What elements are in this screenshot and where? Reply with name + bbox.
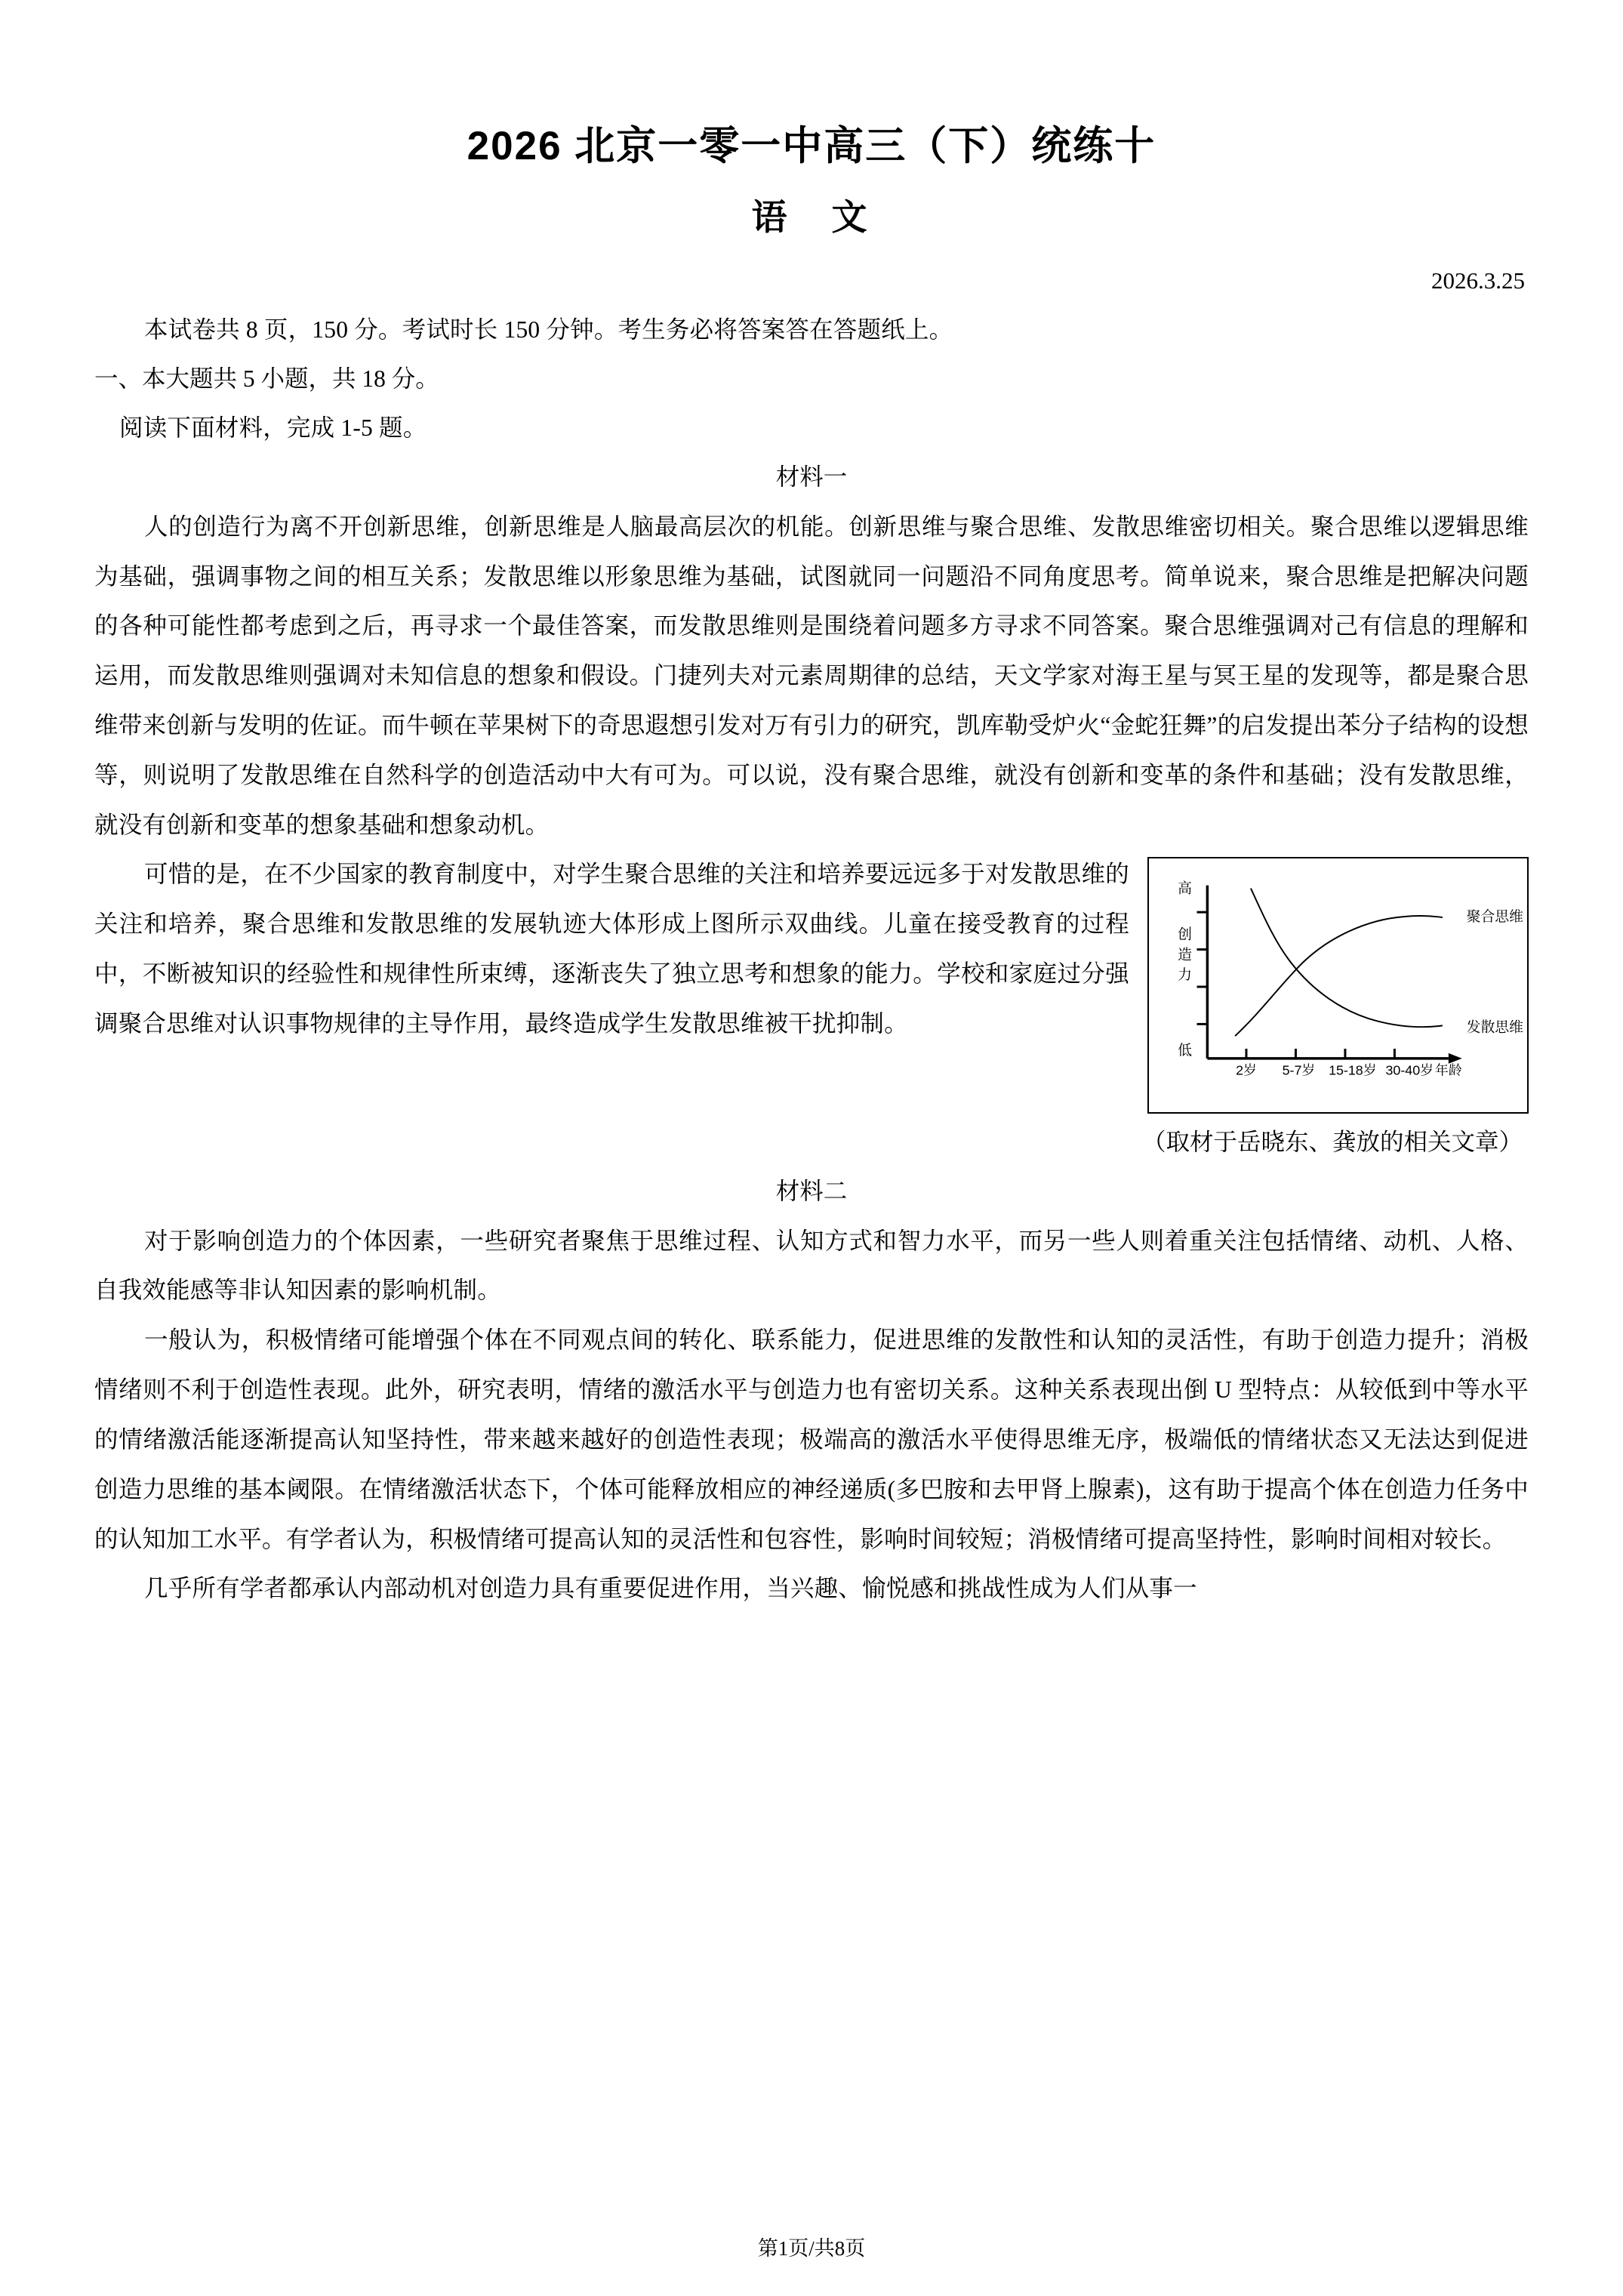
exam-instructions: 本试卷共 8 页，150 分。考试时长 150 分钟。考生务必将答案答在答题纸上。 [144, 316, 953, 343]
material-two-paragraph-3: 几乎所有学者都承认内部动机对创造力具有重要促进作用，当兴趣、愉悦感和挑战性成为人们从事一 [144, 1575, 1197, 1602]
y-axis-title [1178, 926, 1192, 982]
x-axis-title: 年龄 [1434, 1063, 1462, 1079]
x-tick-label-2: 15-18岁 [1329, 1063, 1377, 1079]
series-curve-convergent [1235, 916, 1443, 1036]
material-one-label: 材料一 [775, 464, 848, 491]
y-axis-low-label: 低 [1178, 1042, 1193, 1059]
material-two-paragraph-1: 对于影响创造力的个体因素，一些研究者聚焦于思维过程、认知方式和智力水平，而另一些人则着重关注包括情绪、动机、人格、自我效能感等非认知因素的影响机制。 [94, 1227, 1529, 1304]
exam-date: 2026.3.25 [1431, 267, 1525, 294]
subject-title: 语 文 [751, 196, 872, 237]
creativity-curve-figure [1147, 857, 1529, 1114]
material-one-attribution: （取材于岳晓东、龚放的相关文章） [1141, 1129, 1523, 1156]
material-one-figure-block [94, 849, 1529, 1118]
reading-prompt: 阅读下面材料，完成 1-5 题。 [119, 415, 427, 442]
x-tick-label-3: 30-40岁 [1385, 1063, 1434, 1079]
svg-text:创: 创 [1178, 926, 1193, 943]
series-curve-divergent [1251, 889, 1443, 1028]
page-title: 2026 北京一零一中高三（下）统练十 [467, 124, 1156, 168]
y-axis-high-label: 高 [1178, 880, 1193, 896]
material-one-paragraph-1: 人的创造行为离不开创新思维，创新思维是人脑最高层次的机能。创新思维与聚合思维、发散思维密切相关。聚合思维以逻辑思维为基础，强调事物之间的相互关系；发散思维以形象思维为基础，试图就同一问题沿不同角度思考。简单说来，聚合思维是把解决问题的各种可能性都考虑到之后，再寻求一个最佳答案，而发散思维则是围绕着问题多方寻求不同答案。聚合思维强调对己有信息的理解和运用，而发散思维则强调对未知信息的想象和假设。门捷列夫对元素周期律的总结，天文学家对海王星与冥王星的发现等，都是聚合思维带来创新与发明的佐证。而牛顿在苹果树下的奇思遐想引发对万有引力的研究，凯库勒受炉火“金蛇狂舞”的启发提出苯分子结构的设想等，则说明了发散思维在自然科学的创造活动中大有可为。可以说，没有聚合思维，就没有创新和变革的条件和基础；没有发散思维，就没有创新和变革的想象基础和想象动机。 [94, 513, 1529, 838]
svg-text:力: 力 [1178, 966, 1193, 983]
page-footer: 第1页/共8页 [757, 2237, 866, 2260]
material-two-label: 材料二 [775, 1178, 848, 1205]
material-one-paragraph-2: 可惜的是，在不少国家的教育制度中，对学生聚合思维的关注和培养要远远多于对发散思维的关注和培养，聚合思维和发散思维的发展轨迹大体形成上图所示双曲线。儿童在接受教育的过程中，不断被知识的经验性和规律性所束缚，逐渐丧失了独立思考和想象的能力。学校和家庭过分强调聚合思维对认识事物规律的主导作用，最终造成学生发散思维被干扰抑制。 [94, 861, 1129, 1037]
section-one-heading: 一、本大题共 5 小题，共 18 分。 [94, 365, 439, 392]
x-tick-label-0: 2岁 [1236, 1063, 1257, 1079]
svg-text:造: 造 [1178, 946, 1193, 963]
material-two-paragraph-2: 一般认为，积极情绪可能增强个体在不同观点间的转化、联系能力，促进思维的发散性和认知的灵活性，有助于创造力提升；消极情绪则不利于创造性表现。此外，研究表明，情绪的激活水平与创造力也有密切关系。这种关系表现出倒 U 型特点：从较低到中等水平的情绪激活能逐渐提高认知坚持性，带来越来越好的创造性表现；极端高的激活水平使得思维无序，极端低的情绪状态又无法达到促进创造力思维的基本阈限。在情绪激活状态下，个体可能释放相应的神经递质(多巴胺和去甲肾上腺素)，这有助于提高个体在创造力任务中的认知加工水平。有学者认为，积极情绪可提高认知的灵活性和包容性，影响时间较短；消极情绪可提高坚持性，影响时间相对较长。 [94, 1327, 1529, 1552]
series-label-convergent: 聚合思维 [1466, 908, 1523, 925]
x-tick-label-1: 5-7岁 [1282, 1063, 1316, 1079]
series-label-divergent: 发散思维 [1466, 1019, 1523, 1035]
creativity-curve-chart [1149, 858, 1527, 1112]
